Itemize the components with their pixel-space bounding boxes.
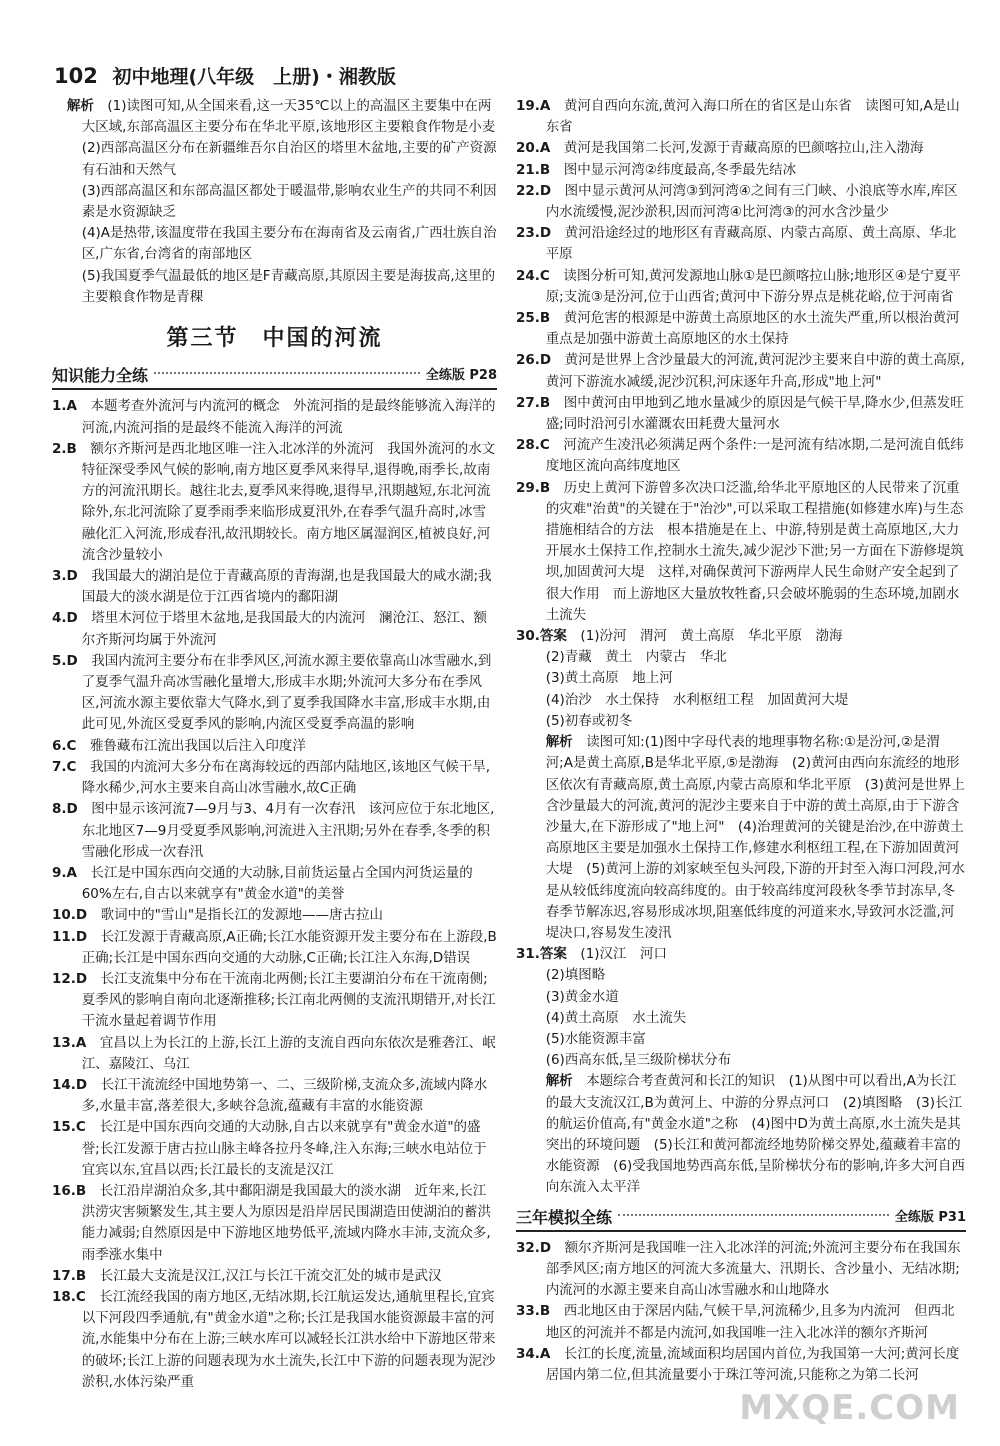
answer-text: 图中黄河由甲地到乙地水量减少的原因是气候干旱,降水少,但蒸发旺盛;同时沿河引水灌溉农田耗费大量河水	[545, 394, 964, 433]
analysis-text: (5)我国夏季气温最低的地区是F青藏高原,其原因主要是海拔高,这里的主要粮食作物是青稞	[81, 267, 496, 305]
answer-item	[52, 1266, 497, 1287]
answer-number: 13.A	[52, 1034, 87, 1051]
answer-text: (5)水能资源丰富	[545, 1030, 646, 1047]
page-number: 102	[54, 64, 98, 88]
answer-list	[52, 396, 497, 1393]
exercise-bar-ref: 全练版 P28	[425, 368, 497, 384]
answer-text: 河流产生凌汛必须满足两个条件:一是河流有结冰期,二是河流自低纬度地区流向高纬度地区	[545, 437, 964, 475]
analysis-text: (3)西部高温区和东部高温区都处于暖温带,影响农业生产的共同不利因素是水资源缺乏	[81, 182, 497, 221]
answer-number: 33.B	[516, 1303, 551, 1320]
answer-item	[52, 799, 497, 863]
answer-item	[52, 1181, 497, 1266]
answer-number: 24.C	[516, 267, 550, 284]
answer-text: 长江最大支流是汉江,汉江与长江干流交汇处的城市是武汉	[99, 1267, 442, 1284]
answer-text: 图中显示河湾②纬度最高,冬季最先结冰	[563, 161, 797, 178]
answer-31	[516, 944, 966, 1198]
answer-item	[52, 1117, 497, 1181]
answer-text: (1)汾河 渭河 黄土高原 华北平原 渤海	[580, 628, 843, 645]
answer-text: 歌词中的"雪山"是指长江的发源地——唐古拉山	[100, 907, 384, 924]
answer-number: 8.D	[52, 801, 78, 818]
answer-item	[52, 927, 497, 969]
analysis-text: (4)A是热带,该温度带在我国主要分布在海南省及云南省,广西壮族自治区,广东省,台湾省的南部地区	[81, 225, 497, 263]
analysis-label: 解析	[545, 1073, 573, 1090]
analysis-text: (1)读图可知,从全国来看,这一天35℃以上的高温区主要集中在两大区域,东部高温区主要分布在华北平原,该地形区主要粮食作物是小麦	[81, 98, 496, 136]
answer-text: 塔里木河位于塔里木盆地,是我国最大的内流河 澜沧江、怒江、额尔齐斯河均属于外流河	[81, 610, 488, 648]
answer-item	[52, 863, 497, 905]
answer-item	[52, 651, 497, 736]
answer-number: 23.D	[516, 225, 552, 242]
exercise-bar	[52, 365, 497, 390]
answer-number: 6.C	[52, 737, 77, 754]
answer-item	[52, 1075, 497, 1117]
answer-item	[52, 736, 497, 757]
answer-item	[516, 138, 966, 159]
answer-text: 黄河危害的根源是中游黄土高原地区的水土流失严重,所以根治黄河重点是加强中游黄土高原地区的水土保持	[545, 310, 960, 348]
answer-text: 长江是中国东西向交通的大动脉,自古以来就享有"黄金水道"的盛誉;长江发源于唐古拉山脉主峰各拉丹冬峰,注入东海;三峡水电站位于宜宾以东,宜昌以西;长江最长的支流是汉江	[81, 1119, 487, 1178]
watermark: MXQE.COM	[739, 1388, 960, 1428]
answer-text: 黄河是我国第二长河,发源于青藏高原的巴颜喀拉山,注入渤海	[563, 140, 924, 157]
right-column	[516, 96, 966, 1386]
leader-dots	[618, 1214, 889, 1216]
answer-item	[516, 308, 966, 350]
answer-number: 25.B	[516, 310, 551, 327]
answer-item	[516, 393, 966, 435]
answer-text: 黄河沿途经过的地形区有青藏高原、内蒙古高原、黄土高原、华北平原	[545, 225, 957, 263]
answer-number: 4.D	[52, 610, 78, 627]
exercise-bar	[516, 1207, 966, 1232]
answer-text: 我国最大的湖泊是位于青藏高原的青海湖,也是我国最大的咸水湖;我国最大的淡水湖是位于江西省境内的鄱阳湖	[81, 568, 492, 606]
answer-number: 9.A	[52, 864, 77, 881]
answer-item	[52, 905, 497, 926]
analysis-label: 解析	[66, 98, 94, 114]
answer-number: 2.B	[52, 440, 77, 457]
answer-item	[516, 96, 966, 138]
intro-analysis	[52, 96, 497, 308]
answer-text: 长江干流流经中国地势第一、二、三级阶梯,支流众多,流域内降水多,水量丰富,落差很大,多峡谷急流,蕴藏有丰富的水能资源	[81, 1076, 488, 1115]
answer-number: 27.B	[516, 394, 551, 411]
answer-number: 34.A	[516, 1345, 551, 1362]
answer-text: (3)黄土高原 地上河	[545, 670, 673, 687]
answer-number: 29.B	[516, 479, 551, 496]
answer-text: (3)黄金水道	[545, 988, 619, 1005]
answer-item	[516, 350, 966, 392]
answer-number: 20.A	[516, 140, 551, 157]
answer-text: 黄河是世界上含沙量最大的河流,黄河泥沙主要来自中游的黄土高原,黄河下游流水减缓,泥沙沉积,河床逐年升高,形成"地上河"	[545, 352, 965, 390]
answer-text: 图中显示该河流7—9月与3、4月有一次春汛 该河应位于东北地区,东北地区7—9月受夏季风影响,河流进入主汛期;另外在春季,冬季的积雪融化形成一次春汛	[81, 801, 495, 860]
analysis-label: 解析	[545, 734, 573, 751]
answer-number: 18.C	[52, 1288, 86, 1305]
answer-text: 长江沿岸湖泊众多,其中鄱阳湖是我国最大的淡水湖 近年来,长江洪涝灾害频繁发生,其主要人为原因是沿岸居民围湖造田使湖泊的蓄洪能力减弱;自然原因是中下游地区地势低平,流域内降水丰沛,支流众多,雨季涨水集中	[81, 1182, 491, 1263]
answer-text: 宜昌以上为长江的上游,长江上游的支流自西向东依次是雅砻江、岷江、嘉陵江、乌江	[81, 1034, 496, 1072]
answer-number: 30.答案	[516, 628, 567, 645]
answer-item	[52, 969, 497, 1033]
answer-number: 32.D	[516, 1239, 552, 1256]
answer-number: 7.C	[52, 758, 77, 775]
answer-number: 21.B	[516, 161, 551, 178]
leader-dots	[154, 372, 420, 374]
answer-item	[516, 435, 966, 477]
answer-number: 31.答案	[516, 946, 567, 963]
answer-text: (5)初春或初冬	[545, 712, 633, 729]
answer-text: (1)汉江 河口	[580, 946, 668, 963]
answer-item	[516, 478, 966, 626]
answer-item	[52, 439, 497, 566]
left-column	[52, 96, 497, 1393]
answer-number: 1.A	[52, 398, 77, 415]
answer-text: 长江是中国东西向交通的大动脉,目前货运量占全国内河货运量的60%左右,自古以来就享有"黄金水道"的美誉	[81, 864, 473, 903]
answer-text: (6)西高东低,呈三级阶梯状分布	[545, 1052, 732, 1069]
answer-number: 5.D	[52, 652, 78, 669]
answer-item	[52, 1033, 497, 1075]
answer-text: 额尔齐斯河是西北地区唯一注入北冰洋的外流河 我国外流河的水文特征深受季风气候的影响,南方地区夏季风来得早,退得晚,雨季长,故南方的河流汛期长。越往北去,夏季风来得晚,退得早,汛期越短,东北河流除外,东北河流除了夏季雨季来临形成夏汛外,在春季气温升高时,冰雪融化汇入河流,形成春汛,故汛期较长。南方地区属湿润区,植被良好,河流含沙量较小	[81, 440, 496, 563]
answer-item	[516, 1238, 966, 1302]
answer-text: 本题考查外流河与内流河的概念 外流河指的是最终能够流入海洋的河流,内流河指的是最终不能流入海洋的河流	[81, 398, 496, 436]
answer-text: 图中显示黄河从河湾③到河湾④之间有三门峡、小浪底等水库,库区内水流缓慢,泥沙淤积,因而河湾④比河湾③的河水含沙量少	[545, 182, 958, 221]
answer-number: 17.B	[52, 1267, 87, 1284]
answer-list	[516, 96, 966, 626]
answer-number: 16.B	[52, 1182, 87, 1199]
answer-number: 14.D	[52, 1076, 88, 1093]
answer-item	[516, 1344, 966, 1386]
answer-item	[52, 566, 497, 608]
section-title: 第三节 中国的河流	[166, 326, 383, 352]
answer-item	[516, 1301, 966, 1343]
answer-number: 19.A	[516, 98, 551, 114]
answer-number: 3.D	[52, 568, 78, 585]
answer-item	[516, 266, 966, 308]
answer-text: 读图分析可知,黄河发源地山脉①是巴颜喀拉山脉;地形区④是宁夏平原;支流③是汾河,位于山西省;黄河中下游分界点是桃花峪,位于河南省	[545, 267, 961, 305]
page-header	[54, 62, 396, 89]
answer-text: (2)青藏 黄土 内蒙古 华北	[545, 649, 727, 666]
answer-number: 28.C	[516, 437, 550, 454]
answer-text: 雅鲁藏布江流出我国以后注入印度洋	[89, 737, 306, 754]
answer-item	[52, 757, 497, 799]
answer-text: 黄河自西向东流,黄河入海口所在的省区是山东省 读图可知,A是山东省	[545, 98, 960, 136]
answer-item	[516, 181, 966, 223]
answer-text: 额尔齐斯河是我国唯一注入北冰洋的河流;外流河主要分布在我国东部季风区;南方地区的河流大多流量大、汛期长、含沙量小、无结冰期;内流河的水源主要来自高山冰雪融水和山地降水	[545, 1239, 961, 1299]
answer-text: 我国内流河主要分布在非季风区,河流水源主要依靠高山冰雪融水,到了夏季气温升高冰雪融化量增大,形成丰水期;外流河大多分布在季风区,河流水源主要依靠大气降水,到了夏季我国降水丰富,形成丰水期,由此可见,外流区受夏季风的影响,内流区受夏季高温的影响	[81, 652, 492, 733]
analysis-text: (2)西部高温区分布在新疆维吾尔自治区的塔里木盆地,主要的矿产资源有石油和天然气	[81, 140, 497, 178]
exercise-bar-label: 三年模拟全练	[516, 1207, 613, 1227]
answer-number: 22.D	[516, 182, 552, 199]
answer-item	[516, 223, 966, 265]
answer-text: 历史上黄河下游曾多次决口泛滥,给华北平原地区的人民带来了沉重的灾难"治黄"的关键在于"治沙",可以采取工程措施(如修建水库)与生态措施相结合的方法 根本措施是在上、中游,特别是黄土高原地区,大力开展水土保持工作,控制水土流失,减少泥沙下泄;另一方面在下游修堤筑坝,加固黄河大堤 这样,对确保黄河下游两岸人民生命财产安全起到了很大作用 而上游地区大量放牧牲畜,只会破坏脆弱的生态环境,加剧水土流失	[545, 479, 964, 623]
exercise-bar-ref: 全练版 P31	[894, 1209, 966, 1225]
answer-number: 11.D	[52, 928, 88, 945]
answer-text: 长江流经我国的南方地区,无结冰期,长江航运发达,通航里程长,宜宾以下河段四季通航,有"黄金水道"之称;长江是我国水能资源最丰富的河流,水能集中分布在上游;三峡水库可以减轻长江洪水给中下游地区带来的破坏;长江上游的问题表现为水土流失,长江中下游的问题表现为泥沙淤积,水体污染严重	[81, 1288, 496, 1390]
answer-item	[52, 1287, 497, 1393]
answer-text: (4)黄土高原 水土流失	[545, 1009, 687, 1026]
answer-item	[516, 160, 966, 181]
answer-text: (2)填图略	[545, 967, 606, 984]
analysis-text: 本题综合考查黄河和长江的知识 (1)从图中可以看出,A为长江的最大支流汉江,B为黄河上、中游的分界点河口 (2)填图略 (3)长江的航运价值高,有"黄金水道"之称 (4)图中D为黄土高原,水土流失是其突出的环境问题 (5)长江和黄河都流经地势阶梯交界处,蕴藏着丰富的水能资源 (6)受我国地势西高东低,呈阶梯状分布的影响,许多大河自西向东流入太平洋	[545, 1073, 965, 1196]
answer-text: 长江的长度,流量,流域面积均居国内首位,为我国第一大河;黄河长度居国内第二位,但其流量要小于珠江等河流,只能称之为第二长河	[545, 1345, 960, 1383]
answer-item	[52, 396, 497, 438]
book-title: 初中地理(八年级 上册)・湘教版	[112, 66, 396, 88]
exercise-bar-label: 知识能力全练	[52, 366, 149, 386]
answer-number: 10.D	[52, 907, 88, 924]
answer-30	[516, 626, 966, 944]
answer-text: (4)治沙 水土保持 水利枢纽工程 加固黄河大堤	[545, 691, 849, 708]
answer-list	[516, 1238, 966, 1386]
answer-number: 12.D	[52, 970, 88, 987]
answer-text: 我国的内流河大多分布在离海较远的西部内陆地区,该地区气候干旱,降水稀少,河水主要来自高山冰雪融水,故C正确	[81, 758, 491, 797]
answer-number: 15.C	[52, 1119, 86, 1136]
answer-item	[52, 608, 497, 650]
answer-number: 26.D	[516, 352, 552, 369]
analysis-text: 读图可知:(1)图中字母代表的地理事物名称:①是汾河,②是渭河;A是黄土高原,B是华北平原,⑤是渤海 (2)黄河由西向东流经的地形区依次有青藏高原,黄土高原,内蒙古高原和华北平原 (3)黄河是世界上含沙量最大的河流,黄河的泥沙主要来自于中游的黄土高原,由于下游含沙量大,在下游形成了"地上河" (4)治理黄河的关键是治沙,在中游黄土高原地区主要是加强水土保持工作,修建水利枢纽工程,在下游加固黄河大堤 (5)黄河上游的刘家峡至包头河段,下游的开封至入海口河段,河水是从较低纬度流向较高纬度的。由于较高纬度河段秋冬季节封冻早,冬春季节解冻迟,容易形成冰坝,阻塞低纬度的河道来水,导致河水泛滥,河堤决口,容易发生凌汛	[545, 734, 965, 941]
answer-text: 长江支流集中分布在干流南北两侧;长江主要湖泊分布在干流南侧;夏季风的影响自南向北逐渐推移;长江南北两侧的支流汛期错开,对长江干流水量起着调节作用	[81, 970, 496, 1030]
answer-text: 长江发源于青藏高原,A正确;长江水能资源开发主要分布在上游段,B正确;长江是中国东西向交通的大动脉,C正确;长江注入东海,D错误	[81, 928, 497, 966]
answer-text: 西北地区由于深居内陆,气候干旱,河流稀少,且多为内流河 但西北地区的河流并不都是内流河,如我国唯一注入北冰洋的额尔齐斯河	[545, 1303, 955, 1341]
